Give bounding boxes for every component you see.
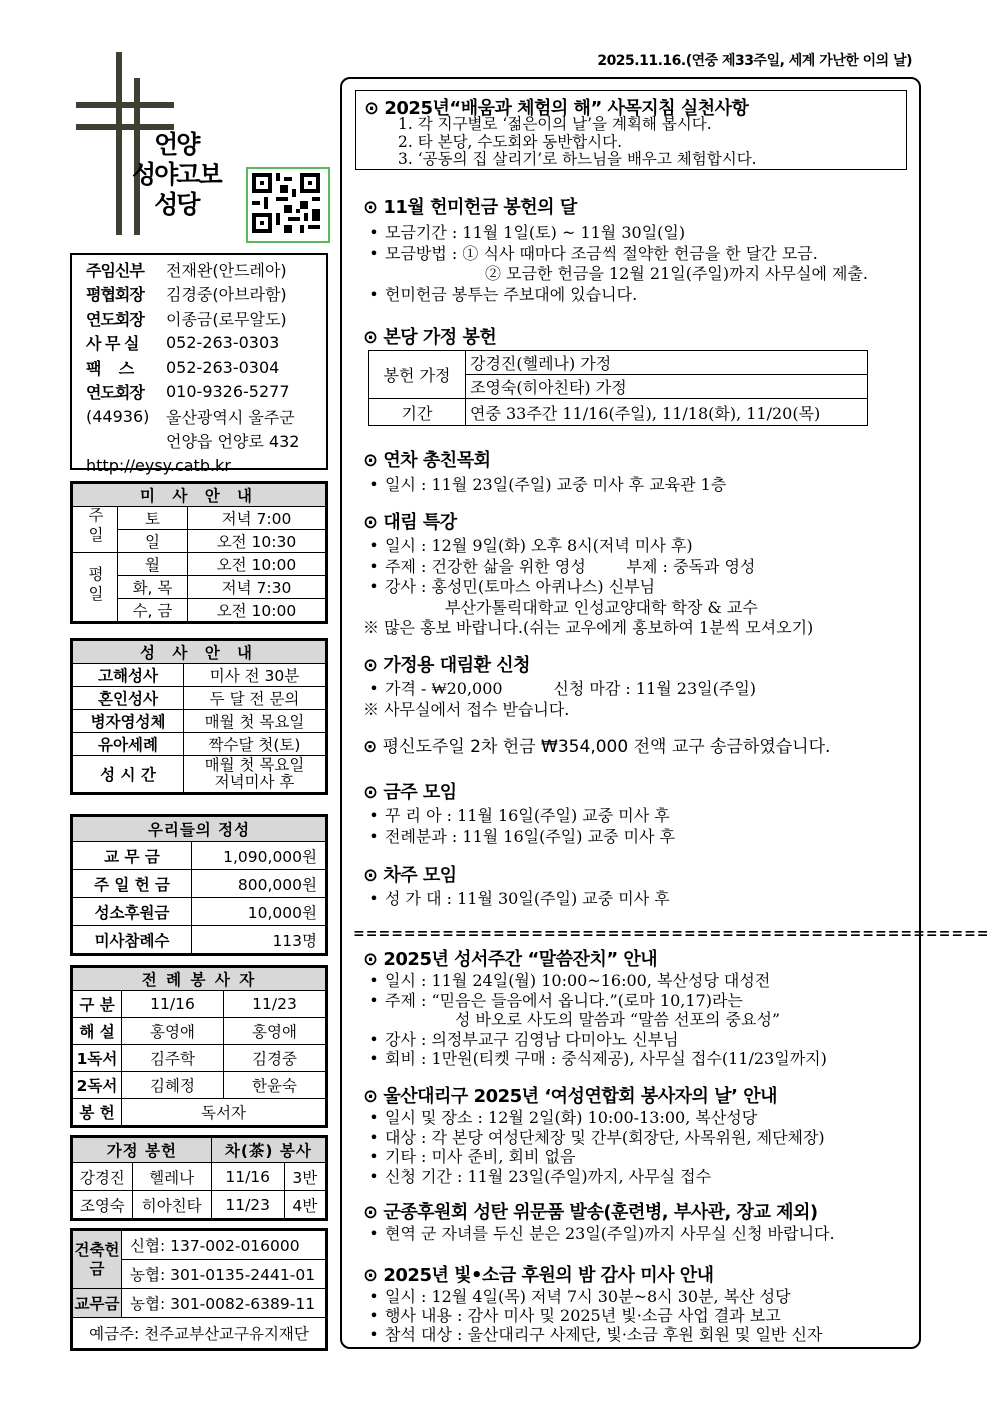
bulletin-date: 2025.11.16.(연중 제33주일, 세계 가난한 이의 날) (597, 53, 912, 69)
info-label: 평협회장 (86, 285, 144, 305)
servers-title: 전 례 봉 사 자 (73, 968, 326, 991)
sacrament-label: 유아세례 (73, 733, 184, 756)
section-title: 울산대리구 2025년 ‘여성연합회 봉사자의 날’ 안내 (383, 1086, 777, 1107)
section-line: 일시 : 12월 9일(화) 오후 8시(저녁 미사 후) (385, 536, 693, 555)
bullet-icon: ⊙ (364, 98, 379, 119)
mass-schedule (70, 481, 328, 624)
family-name: 강경진 (73, 1163, 133, 1191)
section-line: 주제 : “믿음은 들음에서 옵니다.”(로마 10,17)라는 (385, 990, 743, 1010)
sacrament-label: 혼인성사 (73, 687, 184, 710)
bullet-icon: ⊙ (363, 949, 378, 970)
section-line: ※ 사무실에서 접수 받습니다. (363, 699, 570, 719)
server-name: 한윤숙 (224, 1072, 326, 1099)
section-title: 연차 총친목회 (383, 450, 491, 471)
priority-item: 2. 타 본당, 수도회와 동반합시다. (398, 132, 623, 151)
servers-label: 봉 헌 (73, 1099, 122, 1126)
bible-week-section: ⊙ 2025년 성서주간 “말씀잔치” 안내 • 일시 : 11월 24일(월) 10:00~16:00, 복산성당 대성전 • 주제 : “믿음은 들음에서 옵니다.”(로마 10,17)라는 성 바오로 사도의 말씀과 “말씀 선포의 중요성” • 강사 : 의정부교구 김영남 다미아노 신부님 • 회비 : 1만원(티켓 구매 : 중식제공), 사무실 접수(11/23일까지) (363, 949, 827, 1068)
family-value: 조영숙(히아친타) 가정 (466, 375, 868, 399)
address-line-2: 언양읍 언양로 432 (166, 432, 300, 452)
section-line: 전례분과 : 11월 16일(주일) 교중 미사 후 (385, 826, 676, 846)
family-label: 기간 (369, 399, 466, 426)
section-line: 꾸 리 아 : 11월 16일(주일) 교중 미사 후 (385, 806, 670, 825)
info-label: 연도회장 (86, 309, 144, 329)
servers-label: 2독서 (73, 1072, 122, 1099)
mass-day: 수, 금 (118, 599, 188, 622)
family-value: 연중 33주간 11/16(주일), 11/18(화), 11/20(목) (466, 399, 868, 426)
info-label: 사 무 실 (86, 334, 139, 354)
offering-label: 교 무 금 (73, 842, 192, 870)
bullet-icon: ⊙ (363, 450, 378, 471)
section-title: 차주 모임 (383, 865, 457, 886)
family-value: 강경진(헬레나) 가정 (466, 351, 868, 375)
bullet-icon: ⊙ (363, 197, 378, 218)
section-line: 일시 : 11월 24일(월) 10:00~16:00, 복산성당 대성전 (385, 971, 771, 990)
qr-code-icon[interactable] (246, 167, 330, 243)
servers-label: 1독서 (73, 1045, 122, 1072)
family-baptism-name: 헬레나 (132, 1163, 211, 1191)
servers-label: 구 분 (73, 991, 122, 1018)
sacrament-title: 성 사 안 내 (73, 641, 326, 664)
military-gift-section: ⊙ 군종후원회 성탄 위문품 발송(훈련병, 부사관, 장교 제외) • 현역 군 자녀를 두신 분은 23일(주일)까지 사무실 신청 바랍니다. (363, 1202, 835, 1243)
building-fund-label: 건축헌금 (73, 1231, 122, 1289)
section-line: 모금방법 : ① 식사 때마다 조금씩 절약한 헌금을 한 달간 모금. (385, 243, 818, 263)
section-line: 모금기간 : 11월 1일(토) ~ 11월 30일(일) (385, 223, 686, 242)
tea-service-header: 차(茶) 봉사 (211, 1138, 325, 1163)
section-title: 본당 가정 봉헌 (383, 327, 497, 348)
section-line: 행사 내용 : 감사 미사 및 2025년 빛·소금 사업 결과 보고 (385, 1306, 781, 1325)
logo-line-2: 성야고보 (132, 160, 221, 189)
section-line: 회비 : 1만원(티켓 구매 : 중식제공), 사무실 접수(11/23일까지) (385, 1049, 827, 1068)
liturgy-servers (70, 965, 328, 1128)
bank-account: 농협: 301-0082-6389-11 (122, 1289, 326, 1318)
church-due-label: 교무금 (73, 1289, 122, 1318)
section-title: 2025년 빛•소금 후원의 밤 감사 미사 안내 (383, 1265, 714, 1286)
priority-title: 2025년“배움과 체험의 해” 사목지침 실천사항 (384, 98, 749, 119)
mass-time: 오전 10:00 (187, 553, 325, 576)
offering-value: 10,000원 (192, 898, 326, 926)
section-line: 일시 : 12월 4일(목) 저녁 7시 30분~8시 30분, 복산 성당 (385, 1287, 791, 1306)
bullet-icon: ⊙ (363, 512, 378, 533)
sacrament-value: 두 달 전 문의 (184, 687, 326, 710)
parish-info (70, 253, 328, 475)
section-line: 강사 : 홍성민(토마스 아퀴나스) 신부님 (385, 577, 656, 596)
family-name: 조영숙 (73, 1191, 133, 1219)
tea-date: 11/23 (211, 1191, 284, 1219)
section-line: 신청 기간 : 11월 23일(주일)까지, 사무실 접수 (385, 1166, 712, 1186)
info-label: 주임신부 (86, 260, 144, 280)
servers-date: 11/23 (224, 991, 326, 1018)
bank-accounts (70, 1228, 328, 1351)
bullet-icon: ⊙ (363, 865, 378, 886)
offering-value: 113명 (192, 926, 326, 954)
bullet-icon: ⊙ (363, 737, 378, 757)
server-name: 김주학 (122, 1045, 224, 1072)
sacrament-label: 병자영성체 (73, 710, 184, 733)
section-divider: ================================================== (353, 926, 990, 942)
weekday-label: 평일 (73, 553, 118, 622)
offering-title: 우리들의 정성 (73, 817, 326, 842)
next-week-meetings: ⊙ 차주 모임 • 성 가 대 : 11월 30일(주일) 교중 미사 후 (363, 865, 670, 908)
sacrament-value: 매월 첫 목요일 저녁미사 후 (184, 756, 326, 793)
offering-label: 성소후원금 (73, 898, 192, 926)
sacrament-label: 고해성사 (73, 664, 184, 687)
section-title: 11월 헌미헌금 봉헌의 달 (383, 197, 577, 218)
sacrament-value: 매월 첫 목요일 (184, 710, 326, 733)
sacrament-info (70, 638, 328, 795)
family-offering-table (368, 350, 868, 426)
tea-date: 11/16 (211, 1163, 284, 1191)
info-value: 전재완(안드레아) (166, 260, 287, 280)
priority-item: 1. 각 지구별로 ‘젊은이의 날’을 계획해 봅시다. (398, 115, 712, 133)
section-title: 가정용 대림환 신청 (383, 655, 531, 676)
bullet-icon: ⊙ (363, 1265, 378, 1286)
office-phone[interactable]: 052-263-0303 (166, 333, 280, 353)
mass-title: 미 사 안 내 (73, 484, 326, 507)
section-line: ※ 많은 홍보 바랍니다.(쉬는 교우에게 홍보하여 1분씩 모셔오기) (363, 618, 814, 637)
section-title: 군종후원회 성탄 위문품 발송(훈련병, 부사관, 장교 제외) (383, 1202, 818, 1223)
bank-account: 농협: 301-0135-2441-01 (122, 1260, 326, 1289)
website-link[interactable]: http://eysy.catb.kr (86, 455, 231, 475)
zip-code: (44936) (86, 406, 150, 426)
offering-label: 미사참례수 (73, 926, 192, 954)
family-baptism-name: 히아친타 (132, 1191, 211, 1219)
bullet-icon: ⊙ (363, 327, 378, 348)
section-line: 강사 : 의정부교구 김영남 다미아노 신부님 (385, 1029, 679, 1049)
family-tea-service (70, 1135, 328, 1221)
section-line: 주제 : 건강한 삶을 위한 영성 부제 : 중독과 영성 (385, 556, 756, 576)
bullet-icon: ⊙ (363, 655, 378, 676)
this-week-meetings: ⊙ 금주 모임 • 꾸 리 아 : 11월 16일(주일) 교중 미사 후 • 전례분과 : 11월 16일(주일) 교중 미사 후 (363, 782, 676, 846)
section-line: 성 가 대 : 11월 30일(주일) 교중 미사 후 (385, 889, 670, 908)
mass-day: 토 (118, 507, 188, 530)
pastoral-priorities (355, 90, 907, 170)
section-title: 2025년 성서주간 “말씀잔치” 안내 (383, 949, 658, 970)
info-label: 연도회장 (86, 383, 144, 403)
info-value: 김경중(아브라함) (166, 285, 287, 305)
laity-sunday-section (363, 737, 830, 758)
account-owner: 예금주: 천주교부산교구유지재단 (73, 1318, 326, 1349)
mass-day: 월 (118, 553, 188, 576)
family-offering-section (363, 323, 496, 349)
mass-day: 화, 목 (118, 576, 188, 599)
section-line: 참석 대상 : 울산대리구 사제단, 빛·소금 후원 회원 및 일반 신자 (385, 1325, 823, 1344)
family-label: 봉헌 가정 (369, 351, 466, 399)
info-label: 팩 스 (86, 358, 134, 378)
priority-item: 3. ‘공동의 집 살리기’로 하느님을 배우고 체험합시다. (398, 150, 757, 168)
mass-time: 저녁 7:30 (187, 576, 325, 599)
section-line: 일시 : 11월 23일(주일) 교중 미사 후 교육관 1층 (385, 475, 727, 494)
servers-label: 해 설 (73, 1018, 122, 1045)
section-line: 부산가톨릭대학교 인성교양대학 학장 & 교수 (445, 597, 758, 617)
bullet-icon: ⊙ (363, 1086, 378, 1107)
section-line: 기타 : 미사 준비, 회비 없음 (385, 1147, 576, 1166)
offering-summary (70, 814, 328, 956)
logo-line-1: 언양 (154, 130, 199, 159)
section-line: 현역 군 자녀를 두신 분은 23일(주일)까지 사무실 신청 바랍니다. (385, 1224, 835, 1243)
servers-date: 11/16 (122, 991, 224, 1018)
sacrament-value: 짝수달 첫(토) (184, 733, 326, 756)
offering-value: 1,090,000원 (192, 842, 326, 870)
sunday-label: 주일 (73, 507, 118, 553)
section-line: ② 모금한 헌금을 12월 21일(주일)까지 사무실에 제출. (485, 264, 869, 283)
light-salt-mass-section: ⊙ 2025년 빛•소금 후원의 밤 감사 미사 안내 • 일시 : 12월 4일(목) 저녁 7시 30분~8시 30분, 복산 성당 • 행사 내용 : 감사 미사 및 2025년 빛·소금 사업 결과 보고 • 참석 대상 : 울산대리구 사제단, 빛·소금 후원 회원 및 일반 신자 (363, 1265, 823, 1344)
family-offering-header: 가정 봉헌 (73, 1138, 212, 1163)
mass-time: 저녁 7:00 (187, 507, 325, 530)
sacrament-value: 미사 전 30분 (184, 664, 326, 687)
bank-account: 신협: 137-002-016000 (122, 1231, 326, 1260)
bullet-icon: ⊙ (363, 1202, 378, 1223)
section-title: 평신도주일 2차 헌금 ₩354,000 전액 교구 송금하였습니다. (382, 737, 831, 757)
server-name: 김혜정 (122, 1072, 224, 1099)
server-name: 홍영애 (122, 1018, 224, 1045)
advent-lecture-section: ⊙ 대림 특강 • 일시 : 12월 9일(화) 오후 8시(저녁 미사 후) • 주제 : 건강한 삶을 위한 영성 부제 : 중독과 영성 • 강사 : 홍성민(토마스 아퀴나스) 신부님 부산가톨릭대학교 인성교양대학 학장 & 교수 ※ 많은 홍보 바랍니다.(쉬는 교우에게 홍보하여 1분씩 모셔오기) (363, 512, 814, 637)
advent-wreath-section: ⊙ 가정용 대림환 신청 • 가격 - ₩20,000 신청 마감 : 11월 23일(주일) ※ 사무실에서 접수 받습니다. (363, 655, 757, 719)
offering-label: 주 일 헌 금 (73, 870, 192, 898)
offering-value: 800,000원 (192, 870, 326, 898)
info-value: 이종금(로무알도) (166, 309, 287, 329)
tea-group: 4반 (284, 1191, 325, 1219)
section-line: 가격 - ₩20,000 신청 마감 : 11월 23일(주일) (385, 679, 757, 698)
sacrament-label: 성 시 간 (73, 756, 184, 793)
mass-day: 일 (118, 530, 188, 553)
section-title: 금주 모임 (383, 782, 457, 803)
womens-volunteer-day-section: ⊙ 울산대리구 2025년 ‘여성연합회 봉사자의 날’ 안내 • 일시 및 장소 : 12월 2일(화) 10:00-13:00, 복산성당 • 대상 : 각 본당 여성단체장 및 간부(회장단, 사목위원, 제단체장) • 기타 : 미사 준비, 회비 없음 • 신청 기간 : 11월 23일(주일)까지, 사무실 접수 (363, 1086, 825, 1186)
section-line: 헌미헌금 봉투는 주보대에 있습니다. (385, 284, 638, 304)
tea-group: 3반 (284, 1163, 325, 1191)
fax-number: 052-263-0304 (166, 357, 280, 377)
mass-time: 오전 10:30 (187, 530, 325, 553)
annual-gathering-section: ⊙ 연차 총친목회 • 일시 : 11월 23일(주일) 교중 미사 후 교육관 1층 (363, 450, 727, 494)
logo-line-3: 성당 (154, 190, 199, 219)
rice-offering-section: ⊙ 11월 헌미헌금 봉헌의 달 • 모금기간 : 11월 1일(토) ~ 11월 30일(일) • 모금방법 : ① 식사 때마다 조금씩 절약한 헌금을 한 달간 모금. ② 모금한 헌금을 12월 21일(주일)까지 사무실에 제출. • 헌미헌금 봉투는 주보대에 있습니다. (363, 197, 869, 304)
section-line: 성 바오로 사도의 말씀과 “말씀 선포의 중요성” (455, 1010, 781, 1029)
section-line: 일시 및 장소 : 12월 2일(화) 10:00-13:00, 복산성당 (385, 1108, 758, 1127)
bullet-icon: ⊙ (363, 782, 378, 803)
mass-time: 오전 10:00 (187, 599, 325, 622)
mobile-phone[interactable]: 010-9326-5277 (166, 382, 290, 402)
server-name: 김경중 (224, 1045, 326, 1072)
server-name: 홍영애 (224, 1018, 326, 1045)
address-line-1: 울산광역시 울주군 (166, 407, 295, 427)
section-title: 대림 특강 (383, 512, 457, 533)
server-name: 독서자 (122, 1099, 326, 1126)
section-line: 대상 : 각 본당 여성단체장 및 간부(회장단, 사목위원, 제단체장) (385, 1127, 825, 1147)
